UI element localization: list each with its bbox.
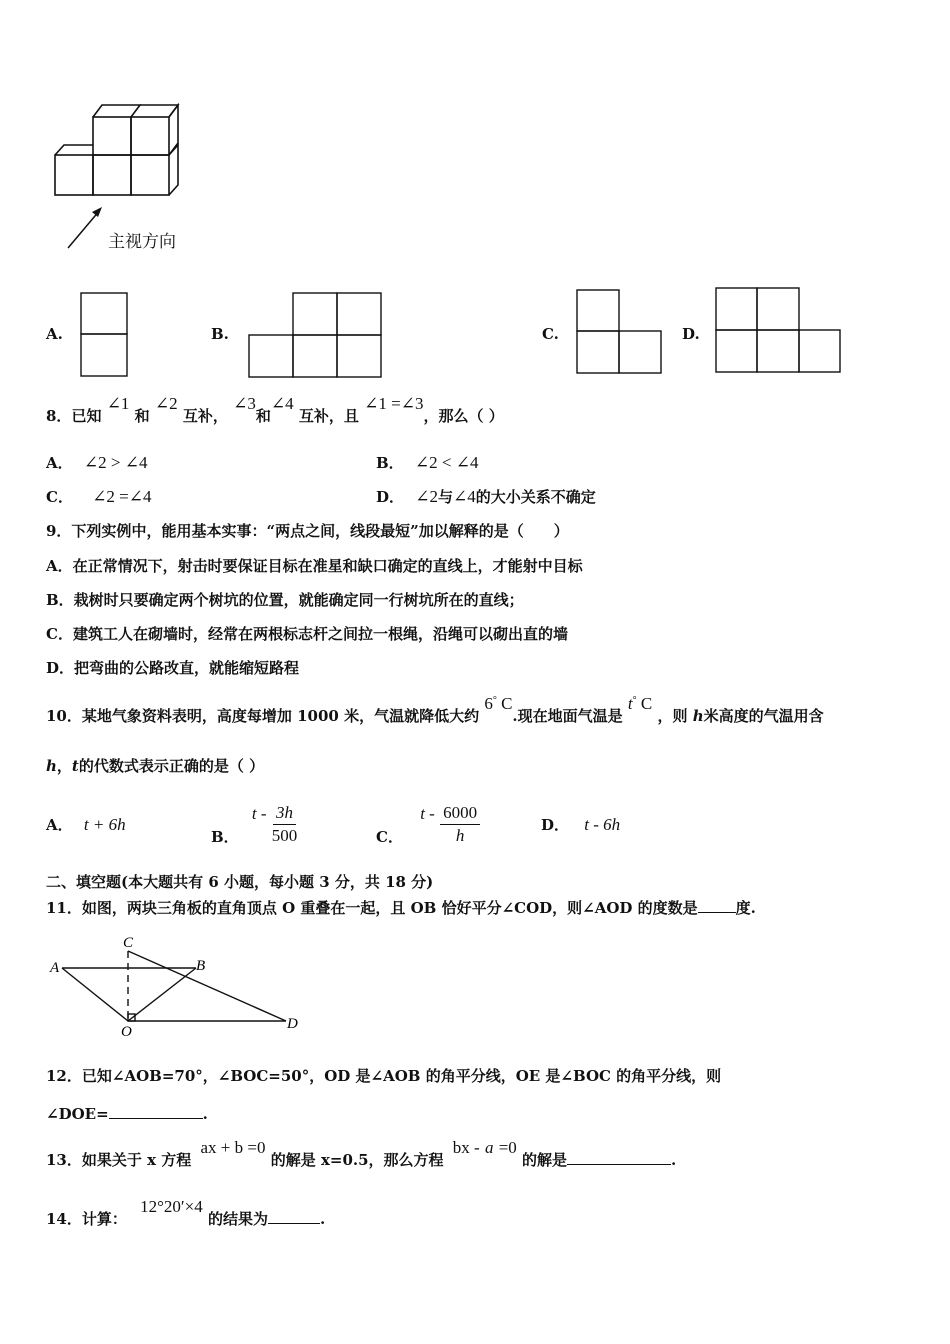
q10-var-h: h — [46, 757, 57, 775]
q10-option-a[interactable] — [46, 815, 126, 835]
q8-angle4: ∠4 — [270, 394, 294, 413]
q10-stem-line2 — [46, 756, 264, 776]
q7-option-a-figure — [80, 292, 130, 378]
q13-answer-blank[interactable] — [567, 1150, 671, 1165]
q11-text: 度. — [735, 899, 756, 917]
q11-stem — [46, 898, 756, 918]
option-expr: t + 6h — [83, 815, 126, 834]
q14-stem — [46, 1197, 326, 1229]
option-letter: B． — [211, 827, 239, 846]
q14-text: . — [319, 1210, 326, 1228]
point-label-d: D — [287, 1016, 298, 1032]
q9-option-c[interactable]: C．建筑工人在砌墙时，经常在两根标志杆之间拉一根绳，沿绳可以砌出直的墙 — [46, 625, 568, 643]
q11-text: 11．如图，两块三角板的直角顶点 O 重叠在一起，且 OB 恰好平分∠COD，则∠AOD 的度数是 — [46, 899, 698, 917]
q10-text: 米高度的气温用含 — [703, 707, 824, 725]
point-label-b: B — [196, 958, 206, 974]
q8-stem — [46, 394, 504, 426]
option-letter: D． — [376, 488, 405, 506]
q9-option-a[interactable]: A．在正常情况下，射击时要保证目标在准星和缺口确定的直线上，才能射中目标 — [46, 557, 583, 575]
q7-option-d-letter[interactable]: D. — [682, 325, 700, 343]
q10-text: ，则 — [657, 707, 688, 725]
option-letter: D． — [541, 816, 570, 834]
q8-condition: ∠1 =∠3 — [364, 394, 424, 413]
option-text: ∠2 — [415, 487, 438, 506]
q12-text: ∠DOE= — [46, 1105, 109, 1123]
q12-text: . — [202, 1105, 208, 1123]
view-direction-label: 主视方向 — [108, 232, 176, 252]
q10-stem-line1 — [46, 694, 824, 729]
q9-option-d[interactable]: D．把弯曲的公路改直，就能缩短路程 — [46, 659, 300, 677]
option-letter: B． — [376, 454, 404, 472]
q10-option-d[interactable] — [541, 815, 620, 835]
q7-option-a-letter[interactable]: A. — [46, 325, 63, 343]
q8-angle3: ∠3 — [233, 394, 256, 413]
q8-text: ，那么（ ） — [423, 407, 504, 425]
q10-ground-temp: t° C — [627, 694, 653, 713]
option-letter: C． — [46, 488, 73, 506]
q13-equation-2: bx - a =0 — [452, 1138, 517, 1157]
q13-text: 的解是 x=0.5，那么方程 — [270, 1151, 444, 1169]
q13-text: 13．如果关于 x 方程 — [46, 1151, 192, 1169]
option-pre: t - — [251, 803, 267, 823]
q11-triangle-figure — [46, 932, 316, 1042]
q10-temp-drop: 6° C — [484, 694, 513, 713]
q8-text: 和 — [255, 407, 271, 425]
q8-option-c[interactable] — [46, 487, 152, 507]
q8-number: 8． — [46, 407, 72, 425]
q10-option-c[interactable] — [376, 790, 480, 846]
q8-angle1: ∠1 — [106, 394, 130, 413]
option-text: ∠4 — [453, 487, 476, 506]
q10-text: ， — [56, 757, 72, 775]
section-2-title: 二、填空题(本大题共有 6 小题，每小题 3 分，共 18 分) — [46, 873, 434, 891]
q8-text: 互补， — [182, 407, 228, 425]
q7-option-b-letter[interactable]: B. — [211, 325, 229, 343]
q13-text: 的解是 — [522, 1151, 568, 1169]
q12-stem-line1: 12．已知∠AOB=70°，∠BOC=50°，OD 是∠AOB 的角平分线，OE 是∠BOC 的角平分线，则 — [46, 1067, 722, 1085]
option-letter: C． — [376, 827, 403, 846]
q8-angle2: ∠2 — [154, 394, 178, 413]
point-label-a: A — [50, 960, 60, 976]
option-fraction: $\frac{3h}{500}$ — [271, 803, 298, 845]
q10-text: 10．某地气象资料表明，高度每增加 1000 米，气温就降低大约 — [46, 707, 480, 725]
q8-option-a[interactable] — [46, 453, 147, 473]
q7-option-c-figure — [576, 289, 664, 377]
option-text: ∠2 > ∠4 — [83, 453, 148, 472]
q11-answer-blank[interactable] — [698, 898, 736, 913]
q10-var-h: h — [692, 707, 704, 725]
q13-text: . — [671, 1151, 677, 1169]
q14-text: 的结果为 — [207, 1210, 268, 1228]
option-text: 的大小关系不确定 — [475, 488, 596, 506]
q7-option-b-figure — [248, 292, 384, 378]
q8-text: 已知 — [71, 407, 102, 425]
option-fraction: $\frac{6000}{h}$ — [440, 802, 480, 847]
q14-text: 14．计算： — [46, 1210, 127, 1228]
q10-var-t: t — [71, 757, 79, 775]
q7-option-c-letter[interactable]: C. — [542, 325, 559, 343]
q12-stem-line2 — [46, 1104, 208, 1124]
option-text: ∠2 =∠4 — [92, 487, 152, 506]
option-letter: A． — [46, 454, 73, 472]
option-pre: t - — [420, 803, 435, 823]
q8-option-b[interactable] — [376, 453, 479, 473]
q7-option-d-figure — [715, 287, 845, 375]
point-label-c: C — [123, 935, 134, 951]
q10-text: 的代数式表示正确的是（ ） — [78, 757, 265, 775]
option-text: 与 — [438, 488, 454, 506]
point-label-o: O — [121, 1024, 132, 1040]
q8-option-d[interactable] — [376, 487, 596, 507]
option-letter: A． — [46, 816, 73, 834]
q9-stem: 9．下列实例中，能用基本实事：“两点之间，线段最短”加以解释的是（ ） — [46, 522, 569, 540]
q14-answer-blank[interactable] — [268, 1209, 320, 1224]
q9-option-b[interactable]: B．栽树时只要确定两个树坑的位置，就能确定同一行树坑所在的直线； — [46, 591, 524, 609]
q13-equation-1: ax + b =0 — [200, 1138, 266, 1157]
option-text: ∠2 < ∠4 — [414, 453, 479, 472]
q8-text: 和 — [134, 407, 150, 425]
q12-answer-blank[interactable] — [109, 1104, 203, 1119]
q13-stem — [46, 1138, 677, 1170]
q10-text: .现在地面气温是 — [512, 707, 623, 725]
q14-expression: 12°20′×4 — [140, 1197, 203, 1216]
q10-option-b[interactable] — [211, 790, 298, 846]
option-expr: t - 6h — [584, 815, 621, 834]
q8-text: 互补，且 — [298, 407, 359, 425]
